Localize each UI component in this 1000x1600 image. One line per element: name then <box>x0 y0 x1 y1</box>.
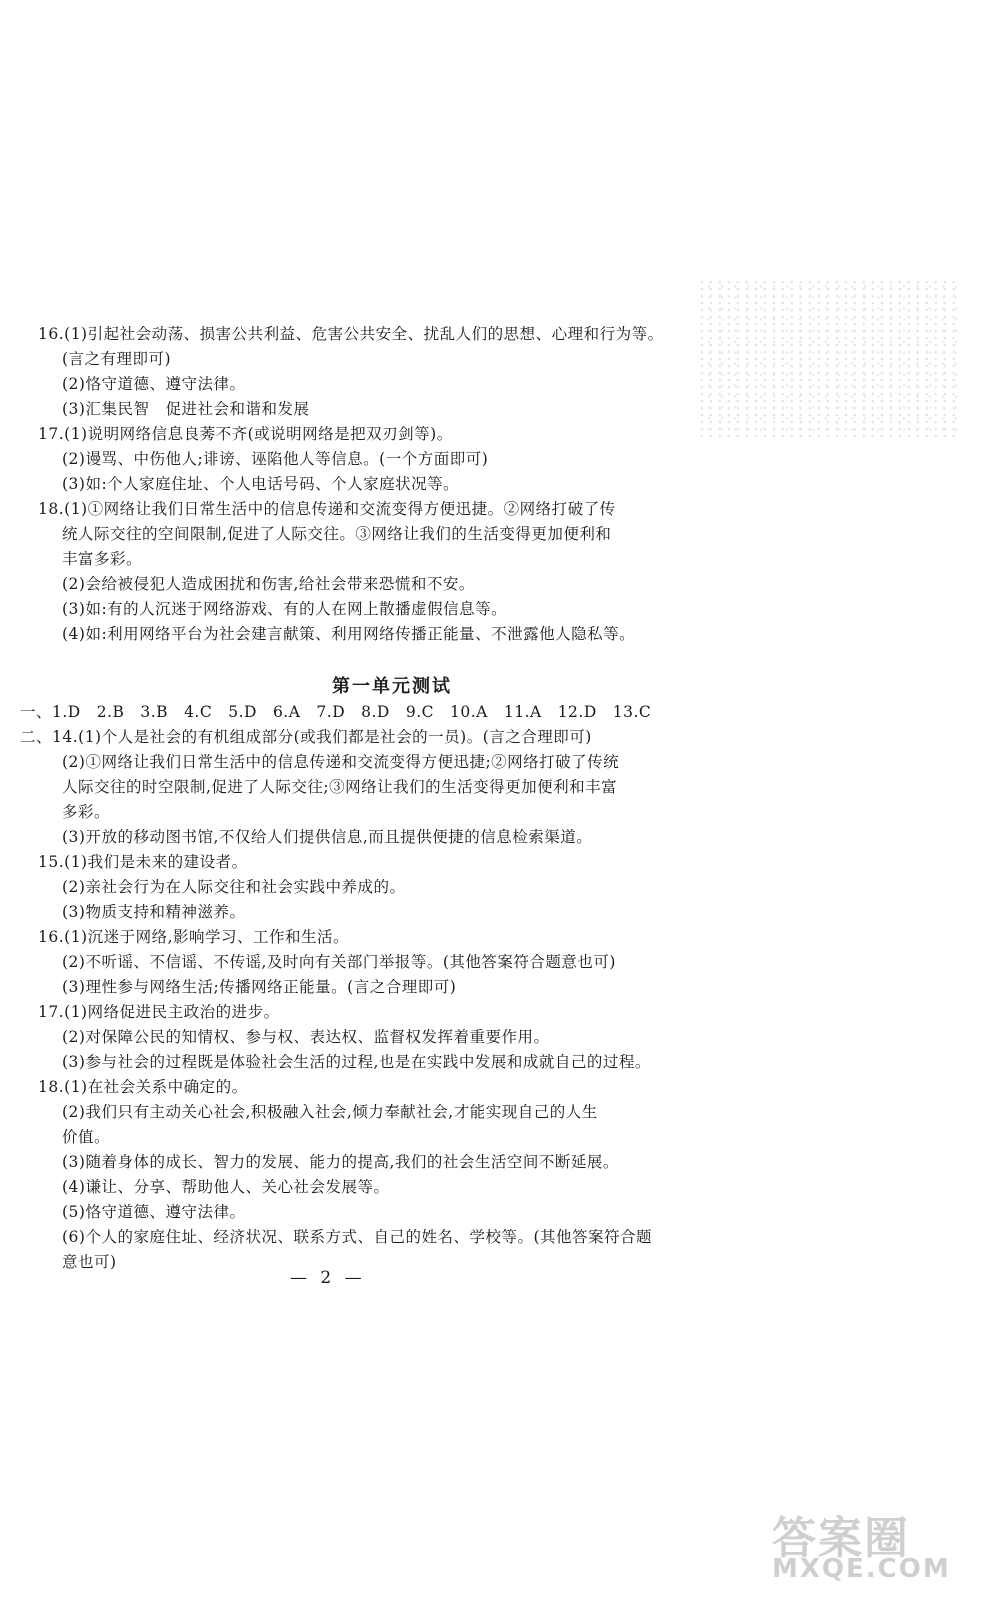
answer-line: (2)不听谣、不信谣、不传谣,及时向有关部门举报等。(其他答案符合题意也可) <box>62 953 616 971</box>
answer-line: (4)谦让、分享、帮助他人、关心社会发展等。 <box>62 1178 390 1196</box>
answer-line: 15.(1)我们是未来的建设者。 <box>38 853 248 871</box>
answer-line: (6)个人的家庭住址、经济状况、联系方式、自己的姓名、学校等。(其他答案符合题 <box>62 1228 653 1246</box>
answer-line: (4)如:利用网络平台为社会建言献策、利用网络传播正能量、不泄露他人隐私等。 <box>62 625 636 643</box>
answer-line: 人际交往的时空限制,促进了人际交往;③网络让我们的生活变得更加便利和丰富 <box>62 778 618 796</box>
answer-line: 意也可) <box>62 1253 117 1271</box>
answer-line: (2)会给被侵犯人造成困扰和伤害,给社会带来恐慌和不安。 <box>62 575 475 593</box>
answer-line: (3)参与社会的过程既是体验社会生活的过程,也是在实践中发展和成就自己的过程。 <box>62 1053 651 1071</box>
answer-line: (3)如:个人家庭住址、个人电话号码、个人家庭状况等。 <box>62 475 460 493</box>
answer-line: 17.(1)网络促进民主政治的进步。 <box>38 1003 280 1021</box>
answer-line: (3)如:有的人沉迷于网络游戏、有的人在网上散播虚假信息等。 <box>62 600 508 618</box>
answer-line: (3)物质支持和精神滋养。 <box>62 903 246 921</box>
answer-line: (2)①网络让我们日常生活中的信息传递和交流变得方便迅捷;②网络打破了传统 <box>62 753 620 771</box>
answer-line: 16.(1)沉迷于网络,影响学习、工作和生活。 <box>38 928 350 946</box>
answer-line: (3)随着身体的成长、智力的发展、能力的提高,我们的社会生活空间不断延展。 <box>62 1153 619 1171</box>
answer-line: 17.(1)说明网络信息良莠不齐(或说明网络是把双刃剑等)。 <box>38 425 453 443</box>
page-number: — 2 — <box>290 1268 366 1288</box>
answer-line: 丰富多彩。 <box>62 550 143 568</box>
answer-line: 二、14.(1)个人是社会的有机组成部分(或我们都是社会的一员)。(言之合理即可) <box>20 728 592 746</box>
watermark-text: 答案圈 <box>772 1513 910 1564</box>
answer-line: 一、1.D 2.B 3.B 4.C 5.D 6.A 7.D 8.D 9.C 10.A 11.A 12.D 13.C <box>20 703 652 721</box>
answer-line: (2)谩骂、中伤他人;诽谤、诬陷他人等信息。(一个方面即可) <box>62 450 489 468</box>
answer-line: (言之有理即可) <box>62 350 172 368</box>
answer-line: 16.(1)引起社会动荡、损害公共利益、危害公共安全、扰乱人们的思想、心理和行为等。 <box>38 325 664 343</box>
answer-line: (2)对保障公民的知情权、参与权、表达权、监督权发挥着重要作用。 <box>62 1028 550 1046</box>
answer-line: 价值。 <box>62 1128 111 1146</box>
scan-noise <box>700 280 960 440</box>
answer-line: (2)恪守道德、遵守法律。 <box>62 375 246 393</box>
watermark-url: MXQE.COM <box>772 1554 951 1584</box>
answer-line: (2)亲社会行为在人际交往和社会实践中养成的。 <box>62 878 406 896</box>
watermark-logo <box>772 1502 982 1592</box>
answer-line: (3)开放的移动图书馆,不仅给人们提供信息,而且提供便捷的信息检索渠道。 <box>62 828 593 846</box>
answer-line: (2)我们只有主动关心社会,积极融入社会,倾力奉献社会,才能实现自己的人生 <box>62 1103 598 1121</box>
section-title: 第一单元测试 <box>332 676 452 697</box>
answer-line: 多彩。 <box>62 803 111 821</box>
answer-line: (5)恪守道德、遵守法律。 <box>62 1203 246 1221</box>
answer-line: (3)汇集民智 促进社会和谐和发展 <box>62 400 310 418</box>
answer-line: 统人际交往的空间限制,促进了人际交往。③网络让我们的生活变得更加便利和 <box>62 525 612 543</box>
answer-line: 18.(1)①网络让我们日常生活中的信息传递和交流变得方便迅捷。②网络打破了传 <box>38 500 616 518</box>
answer-line: 18.(1)在社会关系中确定的。 <box>38 1078 248 1096</box>
answer-line: (3)理性参与网络生活;传播网络正能量。(言之合理即可) <box>62 978 457 996</box>
